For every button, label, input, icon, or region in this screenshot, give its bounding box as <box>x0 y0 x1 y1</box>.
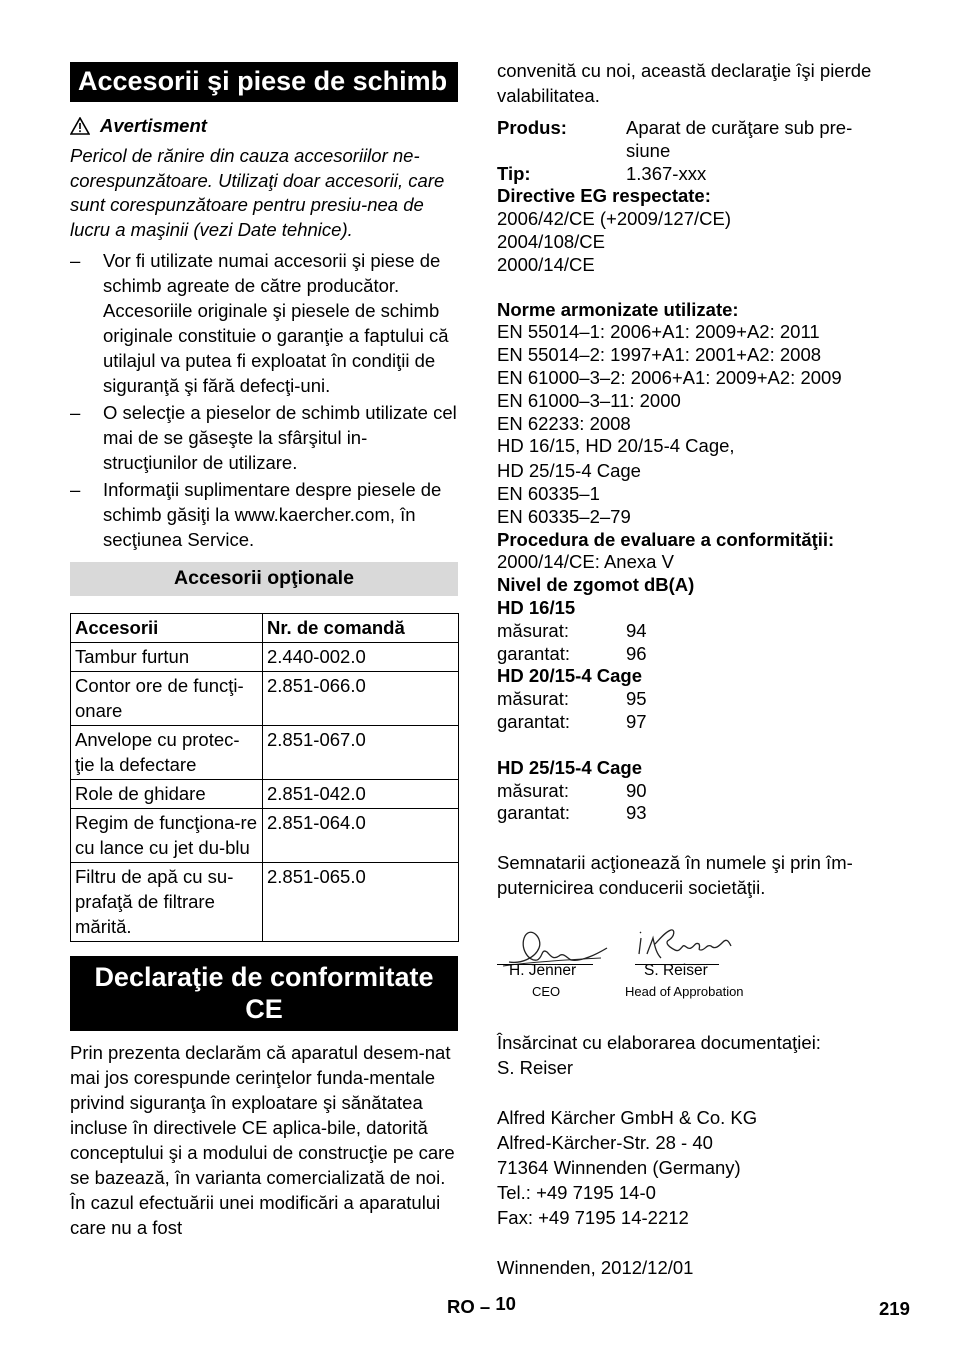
norm-item: EN 55014–1: 2006+A1: 2009+A2: 2011 <box>497 321 820 343</box>
company-address: Alfred Kärcher GmbH & Co. KG Alfred-Kärcher-Str. 28 - 40 71364 Winnenden (Germany) Tel.: +49 7195 14-0 Fax: +49 7195 14-2212 <box>497 1107 758 1229</box>
declaration-continuation: convenită cu noi, această declaraţie îşi pierde valabilitatea. <box>497 60 872 106</box>
list-item: – Informaţii suplimentare despre piesele de schimb găsiţi la www.kaercher.com, în secţiunea Service. <box>70 479 442 550</box>
column-header-accessory: Accesorii <box>71 614 263 643</box>
warning-heading <box>70 113 458 139</box>
signer-role: Head of Approbation <box>625 984 744 1000</box>
left-column <box>70 62 458 1240</box>
warning-text: Pericol de rănire din cauza accesoriilor ne-corespunzătoare. Utilizaţi doar accesorii, care sunt corespunzătoare pentru presiu-nea de lucru a maşinii (vezi Date tehnice). <box>70 145 445 240</box>
directive-item: 2000/14/CE <box>497 253 595 275</box>
warning-title: Avertisment <box>100 115 207 136</box>
noise-label: Nivel de zgomot dB(A) <box>497 574 695 596</box>
directive-item: 2004/108/CE <box>497 230 606 252</box>
product-label: Produs: <box>497 117 567 138</box>
page-number: 219 <box>879 1298 910 1319</box>
procedure-label: Procedura de evaluare a conformităţii: <box>497 528 835 550</box>
procedure-value: 2000/14/CE: Anexa V <box>497 551 674 573</box>
accessories-table <box>70 613 459 942</box>
declaration-text: Prin prezenta declarăm că aparatul desem-nat mai jos corespunde cerinţelor funda-mentale privind siguranţa în exploatare şi sănătatea incluse în directivele CE aplica-bile, datorită conceptului şi a modului de construcţie pe care se bazează, în varianta comercializată de noi. În cazul efectuării unei modificări a aparatului care nu a fost <box>70 1042 455 1238</box>
type-label: Tip: <box>497 162 531 184</box>
section-title-ce-declaration: Declaraţie de conformitate CE <box>70 956 458 1031</box>
signer-name: H. Jenner <box>509 962 577 980</box>
table-row: Filtru de apă cu su-prafaţă de filtrare mărită. 2.851-065.0 <box>71 863 459 942</box>
noise-group: HD 25/15-4 Cage măsurat: 90 garantat: 93 <box>497 756 647 824</box>
product-block: Produs: Aparat de curăţare sub pre- siune Tip: 1.367-xxx <box>497 117 853 184</box>
signature-reiser <box>635 924 735 964</box>
documentation-person: S. Reiser <box>497 1057 574 1079</box>
table-row: Anvelope cu protec-ţie la defectare 2.851-067.0 <box>71 726 459 780</box>
signer-role: CEO <box>532 984 561 1000</box>
table-row: Regim de funcţiona-re cu lance cu jet du-blu 2.851-064.0 <box>71 809 459 863</box>
list-item: – Vor fi utilizate numai accesorii şi piese de schimb agreate de către producător. Accesoriile originale şi piesele de schimb originale constituie o garanţie a faptului că utilajul va putea fi exploatat în condiţii de siguranţă şi fără defecţi-uni. <box>70 250 449 396</box>
footer-language-page: RO – 10 <box>447 1293 516 1317</box>
product-value: Aparat de curăţare sub pre- <box>626 117 853 138</box>
norm-item: EN 60335–1 <box>497 482 600 504</box>
type-value: 1.367-xxx <box>626 162 707 184</box>
signatories-text: Semnatarii acţionează în numele şi prin îm-puternicirea conducerii societăţii. <box>497 852 853 899</box>
table-header-row <box>71 614 459 643</box>
table-row: Tambur furtun 2.440-002.0 <box>71 643 459 672</box>
directive-item: 2006/42/CE (+2009/127/CE) <box>497 208 731 230</box>
norm-item: EN 61000–3–2: 2006+A1: 2009+A2: 2009 <box>497 366 842 388</box>
section-title-accessories: Accesorii şi piese de schimb <box>70 62 458 102</box>
right-column <box>497 58 897 1280</box>
directives-label: Directive EG respectate: <box>497 185 711 207</box>
norms-label: Norme armonizate utilizate: <box>497 298 739 320</box>
table-row: Contor ore de funcţi-onare 2.851-066.0 <box>71 672 459 726</box>
norm-item: EN 55014–2: 1997+A1: 2001+A2: 2008 <box>497 344 822 366</box>
noise-group: HD 16/15 măsurat: 94 garantat: 96 <box>497 596 647 664</box>
noise-group: HD 20/15-4 Cage măsurat: 95 garantat: 97 <box>497 665 647 732</box>
table-row: Role de ghidare 2.851-042.0 <box>71 780 459 809</box>
norm-item: EN 60335–2–79 <box>497 505 631 527</box>
column-header-order-number: Nr. de comandă <box>263 614 459 643</box>
norm-item: EN 61000–3–11: 2000 <box>497 389 681 411</box>
list-item: – O selecţie a pieselor de schimb utilizate cel mai de se găseşte la sfârşitul in-strucţiunilor de utilizare. <box>70 402 457 473</box>
warning-triangle-icon <box>70 117 90 135</box>
accessory-notes-list <box>70 248 458 552</box>
norm-item: HD 16/15, HD 20/15-4 Cage, <box>497 435 735 457</box>
signer-name: S. Reiser <box>644 962 708 980</box>
norm-item: HD 25/15-4 Cage <box>497 460 641 482</box>
section-title-optional-accessories: Accesorii opţionale <box>70 562 458 596</box>
documentation-label: Însărcinat cu elaborarea documentaţiei: <box>497 1032 821 1054</box>
norm-item: EN 62233: 2008 <box>497 412 631 434</box>
place-date: Winnenden, 2012/12/01 <box>497 1257 694 1279</box>
signature-block <box>497 918 897 1020</box>
